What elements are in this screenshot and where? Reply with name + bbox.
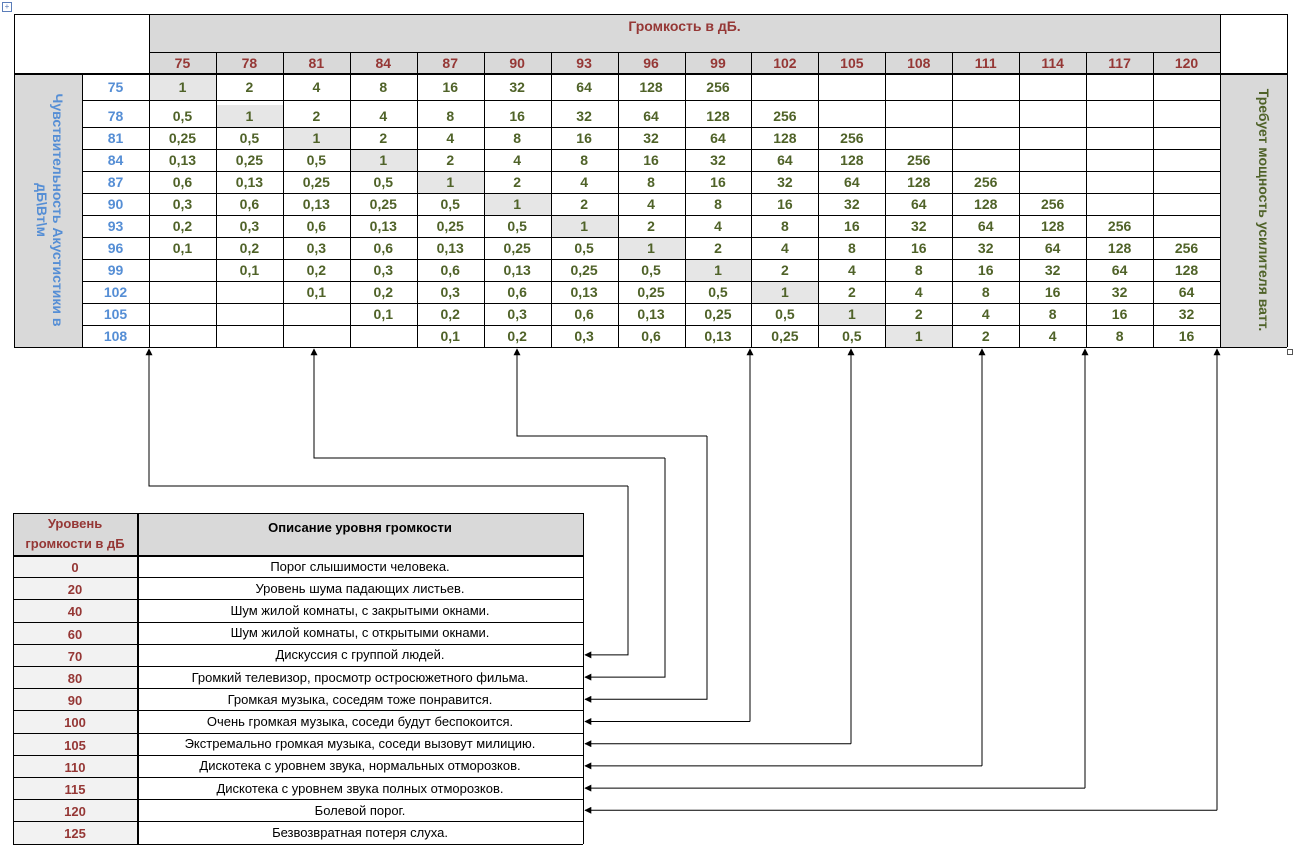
table-cell: 0,13 [302, 196, 330, 212]
table-cell: 32 [844, 196, 860, 212]
table-cell: 16 [777, 196, 793, 212]
column-header: 102 [773, 54, 797, 71]
table-cell: 4 [446, 130, 455, 146]
table-cell: 0,5 [507, 218, 527, 234]
table-cell: 0,3 [306, 240, 327, 256]
table-cell: 2 [245, 78, 254, 95]
table-cell: 256 [706, 78, 730, 95]
table-cell: 0,13 [235, 174, 264, 190]
table-cell: 32 [576, 108, 592, 124]
table-cell: 0,1 [306, 284, 327, 300]
table-cell: 8 [714, 196, 722, 212]
table-cell: 128 [840, 152, 864, 168]
table-cell: 1 [513, 196, 522, 212]
table-cell: 1 [379, 152, 388, 168]
table-cell: 8 [513, 130, 522, 146]
row-header: 96 [107, 240, 124, 256]
table-cell: 64 [1111, 262, 1128, 278]
table-cell: 4 [781, 240, 789, 256]
table-cell: 1 [714, 262, 722, 278]
column-header: 81 [308, 54, 325, 71]
table-cell: 64 [777, 152, 793, 168]
table-cell: 32 [1044, 262, 1061, 278]
table-cell: 0,13 [704, 328, 732, 344]
table-cell: 4 [1048, 328, 1057, 344]
table-cell: 0,3 [172, 196, 193, 212]
table-cell: 64 [910, 196, 927, 212]
table-cell: 128 [907, 174, 931, 190]
column-header: 117 [1108, 54, 1131, 71]
table-cell: 256 [1040, 196, 1065, 212]
table-cell: 256 [1174, 240, 1199, 256]
level-cell: 0 [71, 560, 79, 576]
table-cell: 128 [773, 130, 797, 146]
table-cell: 0,5 [373, 174, 394, 190]
table-cell: 0,6 [306, 218, 327, 234]
row-header: 90 [107, 196, 124, 212]
table-cell: 32 [1178, 306, 1195, 322]
column-header: 114 [1041, 54, 1064, 71]
description-cell: Безвозвратная потеря слуха. [272, 824, 448, 840]
table-cell: 0,13 [168, 152, 197, 168]
table-cell: 64 [710, 130, 726, 146]
table-cell: 1 [178, 78, 187, 95]
table-cell: 0,1 [373, 306, 394, 322]
table-cell: 16 [844, 218, 860, 234]
table-cell: 1 [580, 218, 588, 234]
description-cell: Болевой порог. [314, 802, 406, 818]
table-cell: 16 [576, 130, 592, 146]
table-cell: 2 [714, 240, 722, 256]
table-cell: 2 [379, 130, 388, 146]
table-cell: 4 [513, 152, 522, 168]
table-cell: 16 [1178, 328, 1195, 344]
row-header: 93 [107, 218, 124, 234]
table-cell: 64 [844, 174, 860, 190]
column-header: 111 [974, 54, 997, 71]
table-cell: 2 [446, 152, 455, 168]
table-cell: 0,6 [574, 306, 594, 322]
row-header: 108 [103, 328, 128, 344]
column-header: 78 [241, 54, 258, 71]
column-header: 105 [840, 54, 864, 71]
table-cell: 0,1 [239, 262, 260, 278]
table-cell: 0,25 [637, 284, 665, 300]
table-cell: 2 [513, 174, 522, 190]
row-header: 87 [107, 174, 124, 190]
table-cell: 4 [580, 174, 588, 190]
description-cell: Дискотека с уровнем звука полных отморозков. [216, 780, 504, 796]
table-cell: 128 [706, 108, 730, 124]
row-header: 99 [107, 262, 124, 278]
column-header: 120 [1174, 54, 1199, 71]
table-cell: 0,25 [302, 174, 330, 190]
table-cell: 16 [442, 78, 458, 95]
table-cell: 32 [509, 78, 525, 95]
table-cell: 32 [777, 174, 793, 190]
table-cell: 4 [714, 218, 722, 234]
column-header: 90 [509, 54, 525, 71]
table-cell: 128 [639, 78, 663, 95]
table-cell: 2 [981, 328, 990, 344]
table-cell: 0,13 [637, 306, 665, 322]
level-cell: 40 [67, 604, 83, 620]
row-header: 102 [103, 284, 128, 300]
table-cell: 0,2 [239, 240, 260, 256]
table-cell: 4 [379, 108, 388, 124]
right-axis-label: Требует мощность усилителя ватт. [1256, 88, 1272, 332]
table-cell: 0,5 [842, 328, 862, 344]
table-cell: 16 [977, 262, 994, 278]
table-cell: 0,6 [507, 284, 527, 300]
table-cell: 8 [914, 262, 923, 278]
level-cell: 120 [64, 804, 86, 820]
table-cell: 4 [847, 262, 856, 278]
column-header: 96 [643, 54, 659, 71]
table-cell: 16 [509, 108, 525, 124]
level-cell: 125 [64, 826, 86, 842]
table-cell: 0,5 [239, 130, 260, 146]
level-cell: 90 [67, 693, 83, 709]
table-move-handle-icon[interactable]: + [2, 2, 12, 12]
row-header: 78 [107, 108, 124, 124]
table-cell: 2 [847, 284, 856, 300]
table-cell: 16 [643, 152, 659, 168]
table-cell: 1 [647, 240, 655, 256]
table-cell: 0,25 [570, 262, 598, 278]
table-cell: 0,25 [704, 306, 732, 322]
table-cell: 32 [643, 130, 659, 146]
table-cell: 128 [974, 196, 998, 212]
table-cell: 0,5 [775, 306, 795, 322]
table-cell: 0,13 [436, 240, 464, 256]
table-cell: 128 [1107, 240, 1132, 256]
table-cell: 0,6 [440, 262, 460, 278]
column-header: 75 [174, 54, 191, 71]
table-cell: 0,2 [440, 306, 460, 322]
table-cell: 0,25 [503, 240, 531, 256]
table-cell: 1 [914, 328, 923, 344]
table-cell: 0,2 [507, 328, 527, 344]
description-cell: Громкий телевизор, просмотр остросюжетного фильма. [191, 669, 529, 685]
left-axis-label: Чувствительность Акустистики в дБ\Вт\м [34, 93, 66, 327]
table-cell: 8 [580, 152, 588, 168]
table-cell: 256 [773, 108, 797, 124]
table-cell: 0,25 [235, 152, 264, 168]
description-cell: Экстремально громкая музыка, соседи вызовут милицию. [184, 736, 536, 752]
table-cell: 0,2 [172, 218, 193, 234]
table-cell: 64 [1044, 240, 1061, 256]
table-cell: 0,5 [172, 108, 193, 124]
table-cell: 0,5 [708, 284, 728, 300]
table-cell: 1 [312, 130, 321, 146]
level-cell: 100 [64, 715, 86, 731]
table-cell: 8 [1048, 306, 1057, 322]
table-cell: 32 [977, 240, 994, 256]
table-cell: 2 [914, 306, 923, 322]
table-cell: 64 [643, 108, 659, 124]
table-cell: 0,13 [570, 284, 598, 300]
row-header: 84 [107, 152, 124, 168]
table-cell: 16 [1111, 306, 1128, 322]
connector-arrow [585, 486, 628, 655]
table-cell: 256 [907, 152, 931, 168]
table-cell: 2 [647, 218, 655, 234]
table-cell: 0,3 [507, 306, 527, 322]
table-cell: 0,6 [641, 328, 661, 344]
table-cell: 0,5 [574, 240, 594, 256]
table-cell: 16 [1044, 284, 1061, 300]
table-cell: 8 [981, 284, 990, 300]
table-cell: 2 [781, 262, 789, 278]
table-cell: 128 [1040, 218, 1065, 234]
table-cell: 0,1 [172, 240, 193, 256]
table-cell: 1 [446, 174, 455, 190]
table-cell: 0,1 [440, 328, 460, 344]
level-cell: 110 [64, 759, 86, 775]
table-cell: 8 [379, 78, 388, 95]
description-cell: Шум жилой комнаты, с открытыми окнами. [230, 625, 490, 641]
table-cell: 0,25 [369, 196, 397, 212]
table-cell: 32 [1111, 284, 1128, 300]
table-cell: 0,25 [771, 328, 799, 344]
table-cell: 0,2 [306, 262, 327, 278]
table-cell: 0,3 [239, 218, 260, 234]
table-cell: 1 [781, 284, 789, 300]
connector-arrow [314, 349, 665, 458]
description-column-header: Описание уровня громкости [268, 519, 452, 535]
table-cell: 0,5 [440, 196, 460, 212]
table-cell: 0,5 [641, 262, 661, 278]
table-cell: 8 [647, 174, 655, 190]
table-cell: 0,5 [306, 152, 327, 168]
table-cell: 64 [977, 218, 994, 234]
column-header: 99 [710, 54, 726, 71]
level-cell: 20 [67, 582, 83, 598]
description-cell: Шум жилой комнаты, с закрытыми окнами. [230, 602, 490, 618]
row-header: 75 [107, 78, 124, 95]
description-cell: Дискуссия с группой людей. [275, 647, 445, 663]
description-cell: Громкая музыка, соседям тоже понравится. [227, 691, 493, 707]
description-cell: Очень громкая музыка, соседи будут беспокоится. [206, 713, 514, 729]
table-cell: 8 [781, 218, 789, 234]
level-column-header: Уровень громкости в дБ [25, 516, 125, 551]
level-cell: 60 [67, 626, 83, 642]
description-cell: Порог слышимости человека. [270, 558, 450, 574]
table-cell: 8 [1115, 328, 1124, 344]
column-header: 87 [442, 54, 458, 71]
table-cell: 16 [710, 174, 726, 190]
table-cell: 0,25 [436, 218, 464, 234]
table-cell: 4 [647, 196, 655, 212]
column-header: 84 [375, 54, 392, 71]
table-cell: 64 [576, 78, 592, 95]
table-cell: 8 [446, 108, 455, 124]
table-resize-handle-icon[interactable] [1287, 349, 1293, 355]
connector-arrow [517, 349, 707, 436]
level-cell: 115 [64, 782, 86, 798]
table-cell: 0,3 [440, 284, 460, 300]
table-cell: 0,2 [373, 284, 394, 300]
table-cell: 32 [710, 152, 726, 168]
table-cell: 0,6 [239, 196, 260, 212]
row-header: 105 [103, 306, 128, 322]
table-cell: 256 [1107, 218, 1132, 234]
table-cell: 2 [580, 196, 588, 212]
table-cell: 0,13 [369, 218, 397, 234]
table-cell: 16 [910, 240, 927, 256]
description-cell: Уровень шума падающих листьев. [255, 580, 465, 596]
table-cell: 8 [847, 240, 856, 256]
connector-arrow [585, 458, 665, 677]
table-cell: 2 [312, 108, 321, 124]
level-cell: 80 [67, 671, 83, 687]
row-header: 81 [107, 130, 124, 146]
column-header: 108 [907, 54, 931, 71]
table-cell: 4 [312, 78, 321, 95]
table-cell: 256 [840, 130, 864, 146]
table-cell: 256 [974, 174, 998, 190]
level-cell: 105 [64, 737, 86, 753]
table-cell: 128 [1174, 262, 1199, 278]
column-header: 93 [576, 54, 592, 71]
table-cell: 0,6 [172, 174, 193, 190]
table-cell: 32 [910, 218, 927, 234]
connector-arrow [149, 349, 628, 486]
description-cell: Дискотека с уровнем звука, нормальных отморозков. [199, 758, 521, 774]
table-cell: 0,6 [373, 240, 394, 256]
connector-arrow [585, 436, 707, 699]
table-cell: 0,3 [373, 262, 394, 278]
table-cell: 64 [1178, 284, 1195, 300]
table-cell: 1 [245, 108, 254, 124]
table-cell: 4 [981, 306, 990, 322]
table-cell: 1 [847, 306, 856, 322]
table-cell: 0,13 [503, 262, 531, 278]
table-cell: 0,25 [168, 130, 197, 146]
table-cell: 4 [914, 284, 923, 300]
table-title: Громкость в дБ. [628, 18, 741, 34]
level-cell: 70 [67, 648, 83, 664]
table-cell: 0,3 [574, 328, 594, 344]
